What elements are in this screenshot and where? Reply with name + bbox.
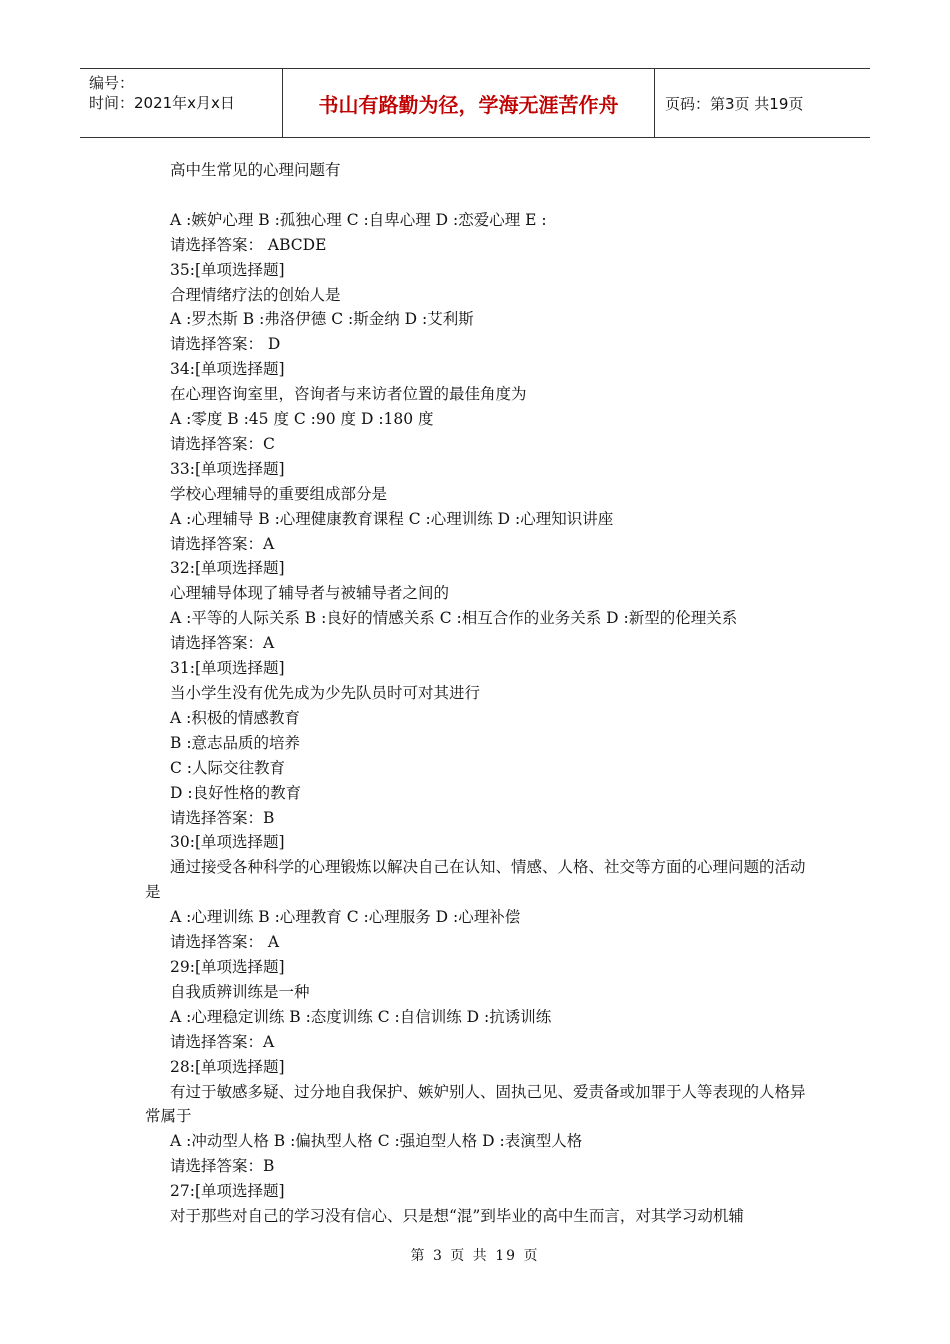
question-number: 34:[单项选择题] bbox=[170, 360, 285, 379]
answer-line: 请选择答案： D bbox=[170, 335, 281, 354]
question-stem: 合理情绪疗法的创始人是 bbox=[170, 285, 341, 304]
answer-line: 请选择答案： ABCDE bbox=[170, 235, 327, 254]
page-footer: 第 3 页 共 19 页 bbox=[410, 1248, 540, 1264]
question-number: 33:[单项选择题] bbox=[170, 459, 285, 478]
answer-line: 请选择答案：A bbox=[170, 1032, 275, 1051]
question-stem: 当小学生没有优先成为少先队员时可对其进行 bbox=[170, 684, 481, 703]
document-date: 时间：2021年x月x日 bbox=[89, 94, 235, 112]
question-number: 29:[单项选择题] bbox=[170, 957, 285, 976]
question-stem: 对于那些对自己的学习没有信心、只是想“混”到毕业的高中生而言，对其学习动机辅 bbox=[170, 1207, 744, 1226]
page-header bbox=[80, 68, 870, 138]
question-number: 27:[单项选择题] bbox=[170, 1182, 285, 1201]
question-option: B :意志品质的培养 bbox=[170, 733, 301, 752]
question-number: 28:[单项选择题] bbox=[170, 1057, 285, 1076]
document-number-label: 编号： bbox=[89, 74, 135, 92]
answer-line: 请选择答案： A bbox=[170, 933, 280, 952]
question-option: C :人际交往教育 bbox=[170, 758, 286, 777]
question-options: A :平等的人际关系 B :良好的情感关系 C :相互合作的业务关系 D :新型的伦理关系 bbox=[170, 609, 738, 628]
question-options: A :冲动型人格 B :偏执型人格 C :强迫型人格 D :表演型人格 bbox=[170, 1132, 583, 1151]
question-stem: 有过于敏感多疑、过分地自我保护、嫉妒别人、固执己见、爱责备或加罪于人等表现的人格异常属于 bbox=[145, 1082, 806, 1126]
question-number: 32:[单项选择题] bbox=[170, 559, 285, 578]
header-meta bbox=[80, 69, 283, 137]
answer-line: 请选择答案：B bbox=[170, 808, 275, 827]
answer-line: 请选择答案：B bbox=[170, 1157, 275, 1176]
question-option: D :良好性格的教育 bbox=[170, 783, 302, 802]
question-options: A :罗杰斯 B :弗洛伊德 C :斯金纳 D :艾利斯 bbox=[170, 310, 474, 329]
question-number: 30:[单项选择题] bbox=[170, 833, 285, 852]
question-stem: 高中生常见的心理问题有 bbox=[170, 161, 341, 179]
question-number: 31:[单项选择题] bbox=[170, 659, 285, 678]
question-options: A :心理稳定训练 B :态度训练 C :自信训练 D :抗诱训练 bbox=[170, 1007, 552, 1026]
question-options: A :心理训练 B :心理教育 C :心理服务 D :心理补偿 bbox=[170, 908, 521, 927]
question-number: 35:[单项选择题] bbox=[170, 260, 285, 279]
header-page-info: 页码：第3页 共19页 bbox=[665, 94, 804, 113]
answer-line: 请选择答案：A bbox=[170, 634, 275, 653]
question-options: A :心理辅导 B :心理健康教育课程 C :心理训练 D :心理知识讲座 bbox=[170, 509, 614, 528]
question-stem: 自我质辨训练是一种 bbox=[170, 982, 310, 1001]
question-options: A :零度 B :45 度 C :90 度 D :180 度 bbox=[170, 410, 434, 429]
answer-line: 请选择答案：C bbox=[170, 434, 275, 453]
question-options: A :嫉妒心理 B :孤独心理 C :自卑心理 D :恋爱心理 E : bbox=[170, 210, 547, 229]
answer-line: 请选择答案：A bbox=[170, 534, 275, 553]
question-option: A :积极的情感教育 bbox=[170, 708, 300, 727]
question-stem: 心理辅导体现了辅导者与被辅导者之间的 bbox=[170, 584, 450, 603]
question-stem: 在心理咨询室里，咨询者与来访者位置的最佳角度为 bbox=[170, 385, 527, 404]
document-body bbox=[145, 158, 810, 1229]
question-stem: 通过接受各种科学的心理锻炼以解决自己在认知、情感、人格、社交等方面的心理问题的活动是 bbox=[145, 858, 806, 902]
header-motto: 书山有路勤为径，学海无涯苦作舟 bbox=[283, 69, 655, 137]
question-stem: 学校心理辅导的重要组成部分是 bbox=[170, 484, 388, 503]
